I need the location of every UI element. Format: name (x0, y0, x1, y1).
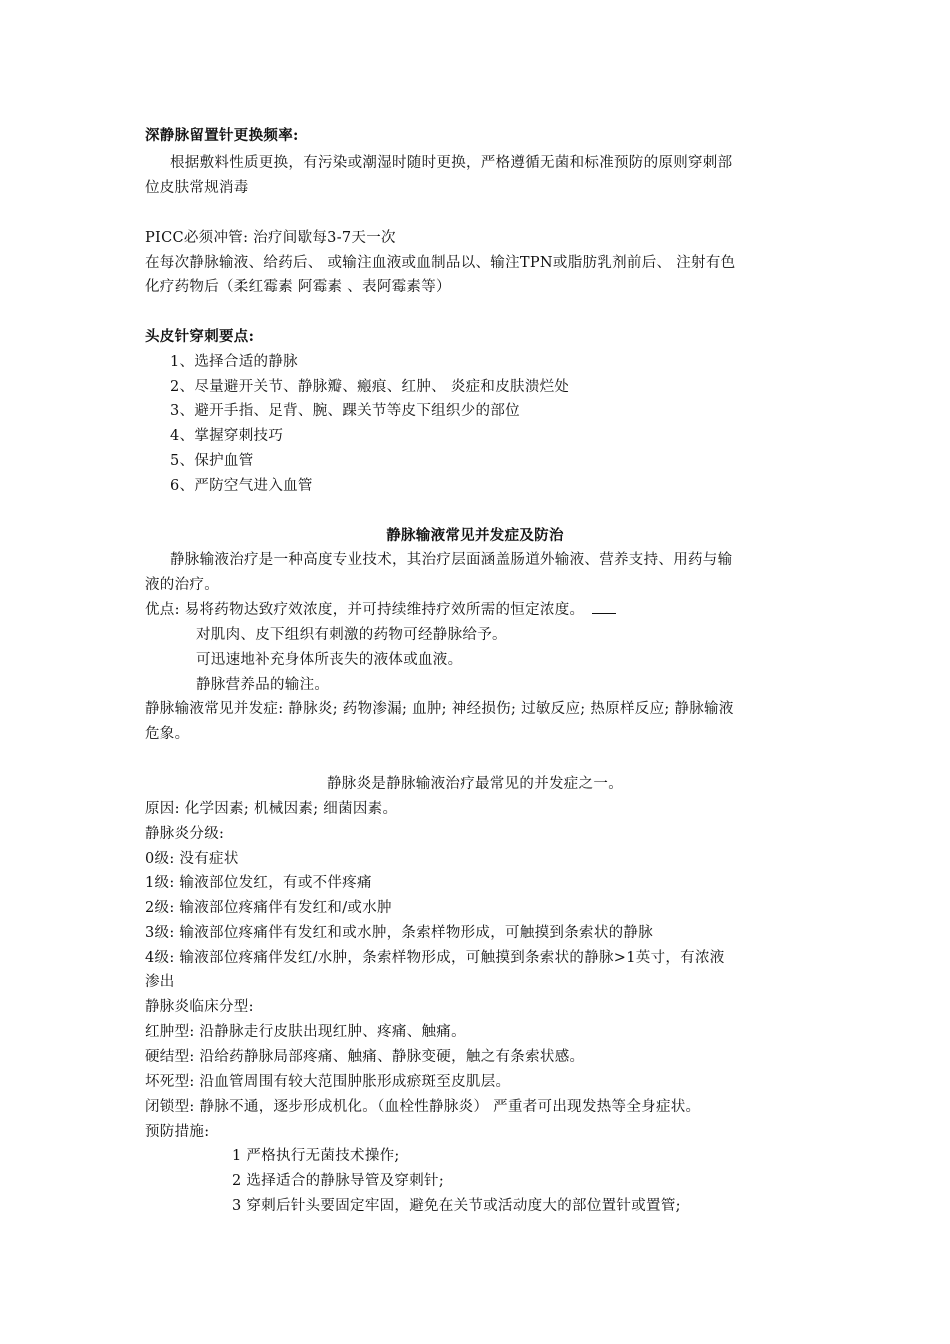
advantage-line: 对肌肉、皮下组织有刺激的药物可经静脉给予。 (196, 627, 507, 643)
section-title: 静脉炎是静脉输液治疗最常见的并发症之一。 (327, 776, 623, 792)
blank-underline (592, 601, 616, 614)
paragraph-line: 原因: 化学因素; 机械因素; 细菌因素。 (145, 801, 398, 817)
measure-line: 2 选择适合的静脉导管及穿刺针; (232, 1173, 445, 1189)
advantage-line: 静脉营养品的输注。 (196, 677, 330, 693)
list-item: 2、尽量避开关节、静脉瓣、瘢痕、红肿、 炎症和皮肤溃烂处 (170, 379, 570, 395)
list-item: 4、掌握穿刺技巧 (170, 428, 284, 444)
grade-line: 3级: 输液部位疼痛伴有发红和或水肿，条索样物形成，可触摸到条索状的静脉 (145, 925, 654, 941)
paragraph-line: PICC必须冲管: 治疗间歇每3-7天一次 (145, 230, 396, 246)
paragraph-line: 静脉炎分级: (145, 826, 225, 842)
list-item: 5、保护血管 (170, 453, 254, 469)
grade-line: 2级: 输液部位疼痛伴有发红和/或水肿 (145, 900, 392, 916)
paragraph-line: 静脉输液常见并发症: 静脉炎; 药物渗漏; 血肿; 神经损伤; 过敏反应; 热原样反应; 静脉输液 (145, 701, 734, 717)
measure-line: 3 穿刺后针头要固定牢固，避免在关节或活动度大的部位置针或置管; (232, 1198, 681, 1214)
measure-line: 1 严格执行无菌技术操作; (232, 1148, 400, 1164)
list-item: 6、严防空气进入血管 (170, 478, 313, 494)
advantage-line: 可迅速地补充身体所丧失的液体或血液。 (196, 652, 463, 668)
type-line: 闭锁型: 静脉不通，逐步形成机化。（血栓性静脉炎） 严重者可出现发热等全身症状。 (145, 1099, 701, 1115)
type-line: 红肿型: 沿静脉走行皮肤出现红肿、疼痛、触痛。 (145, 1024, 466, 1040)
section-title: 静脉输液常见并发症及防治 (386, 527, 564, 544)
paragraph-line: 在每次静脉输液、给药后、 或输注血液或血制品以、输注TPN或脂肪乳剂前后、 注射有色 (145, 255, 736, 271)
list-item: 3、避开手指、足背、腕、踝关节等皮下组织少的部位 (170, 403, 520, 419)
paragraph-line: 位皮肤常规消毒 (145, 180, 249, 196)
section-heading: 深静脉留置针更换频率: (145, 127, 299, 144)
list-item: 1、选择合适的静脉 (170, 354, 298, 370)
paragraph-line: 静脉输液治疗是一种高度专业技术，其治疗层面涵盖肠道外输液、营养支持、用药与输 (170, 552, 733, 568)
paragraph-line: 液的治疗。 (145, 577, 219, 593)
grade-line: 0级: 没有症状 (145, 851, 239, 867)
paragraph-line: 预防措施: (145, 1124, 210, 1140)
type-line: 硬结型: 沿给药静脉局部疼痛、触痛、静脉变硬，触之有条索状感。 (145, 1049, 585, 1065)
paragraph-line: 根据敷料性质更换，有污染或潮湿时随时更换，严格遵循无菌和标准预防的原则穿刺部 (170, 155, 733, 171)
grade-line: 4级: 输液部位疼痛伴发红/水肿，条索样物形成，可触摸到条索状的静脉>1英寸，有浓液 (145, 950, 725, 966)
paragraph-line: 危象。 (145, 726, 190, 742)
grade-line: 渗出 (145, 974, 175, 990)
advantage-line (145, 600, 616, 620)
advantage-text: 优点: 易将药物达致疗效浓度，并可持续维持疗效所需的恒定浓度。 (145, 602, 585, 618)
type-line: 坏死型: 沿血管周围有较大范围肿胀形成瘀斑至皮肌层。 (145, 1074, 511, 1090)
grade-line: 1级: 输液部位发红，有或不伴疼痛 (145, 875, 372, 891)
section-heading: 头皮针穿刺要点: (145, 328, 255, 345)
paragraph-line: 化疗药物后（柔红霉素 阿霉素 、表阿霉素等） (145, 279, 451, 295)
paragraph-line: 静脉炎临床分型: (145, 999, 254, 1015)
